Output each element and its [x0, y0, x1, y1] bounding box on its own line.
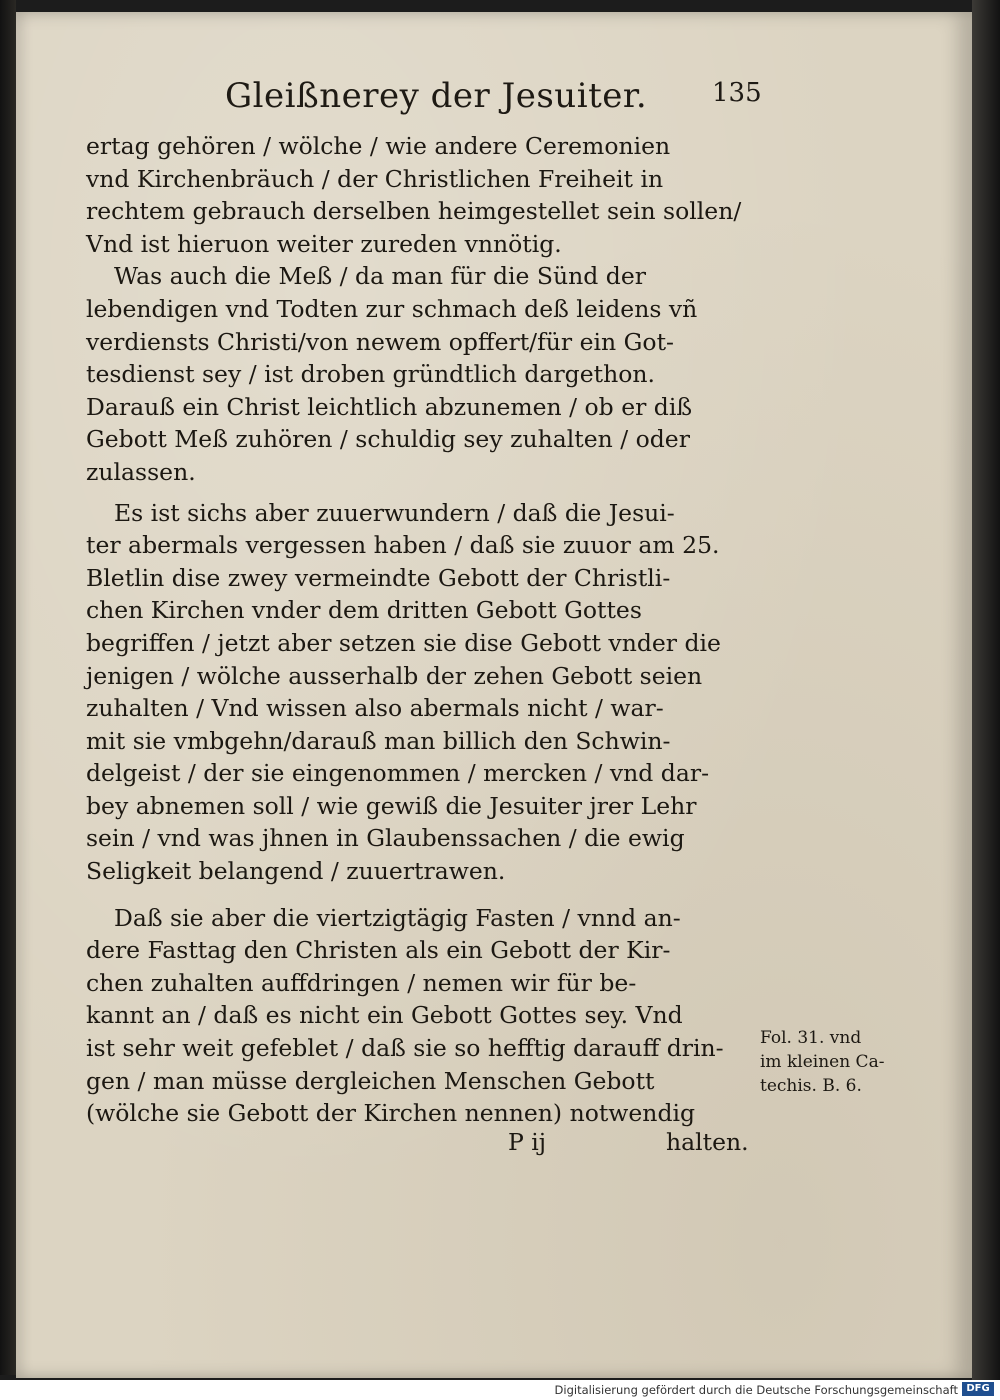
- text-line: gen / man müsse dergleichen Menschen Gebott: [86, 1066, 655, 1095]
- text-line: sein / vnd was jhnen in Glaubenssachen / die ewig: [86, 824, 685, 853]
- book-right-edge: [972, 0, 1000, 1380]
- text-line: lebendigen vnd Todten zur schmach deß leidens vñ: [86, 294, 698, 323]
- body-text: [86, 130, 756, 1130]
- signature-mark: P ij: [508, 1128, 547, 1156]
- text-line: begriffen / jetzt aber setzen sie dise Gebott vnder die: [86, 628, 721, 657]
- dfg-logo: DFG: [962, 1382, 994, 1396]
- text-line: Seligkeit belangend / zuuertrawen.: [86, 857, 506, 886]
- margin-note-line: Fol. 31. vnd: [760, 1028, 862, 1048]
- margin-note-line: techis. B. 6.: [760, 1076, 862, 1096]
- text-line: bey abnemen soll / wie gewiß die Jesuiter jrer Lehr: [86, 791, 697, 820]
- text-line: Es ist sichs aber zuuerwundern / daß die Jesui-: [114, 498, 675, 527]
- book-left-edge: [0, 0, 16, 1375]
- text-line: Vnd ist hieruon weiter zureden vnnötig.: [86, 229, 562, 258]
- text-line: ter abermals vergessen haben / daß sie zuuor am 25.: [86, 531, 720, 560]
- text-line: Gebott Meß zuhören / schuldig sey zuhalten / oder: [86, 425, 690, 454]
- text-line: chen zuhalten auffdringen / nemen wir für be-: [86, 968, 637, 997]
- text-line: (wölche sie Gebott der Kirchen nennen) notwendig: [86, 1099, 696, 1128]
- running-head-title: Gleißnerey der Jesuiter.: [225, 76, 648, 116]
- text-line: chen Kirchen vnder dem dritten Gebott Gottes: [86, 596, 642, 625]
- text-line: mit sie vmbgehn/darauß man billich den Schwin-: [86, 726, 671, 755]
- margin-note: [760, 1026, 930, 1098]
- paragraph-2: [86, 260, 756, 488]
- text-line: verdiensts Christi/von newem opffert/für ein Got-: [86, 327, 674, 356]
- text-line: zuhalten / Vnd wissen also abermals nicht / war-: [86, 694, 664, 723]
- text-line: delgeist / der sie eingenommen / mercken / vnd dar-: [86, 759, 710, 788]
- paragraph-3: [86, 497, 756, 888]
- paragraph-4: [86, 902, 756, 1130]
- text-line: tesdienst sey / ist droben gründtlich dargethon.: [86, 360, 655, 389]
- text-line: Daß sie aber die viertzigtägig Fasten / vnnd an-: [114, 903, 681, 932]
- text-line: Bletlin dise zwey vermeindte Gebott der Christli-: [86, 563, 671, 592]
- footer-credit: Digitalisierung gefördert durch die Deutsche Forschungsgemeinschaft: [554, 1383, 958, 1397]
- page-number: 135: [712, 78, 762, 108]
- text-line: jenigen / wölche ausserhalb der zehen Gebott seien: [86, 661, 703, 690]
- text-line: zulassen.: [86, 457, 196, 486]
- text-line: ist sehr weit gefeblet / daß sie so hefftig darauff drin-: [86, 1034, 724, 1063]
- paragraph-1: [86, 130, 756, 260]
- text-line: vnd Kirchenbräuch / der Christlichen Freiheit in: [86, 164, 664, 193]
- text-line: rechtem gebrauch derselben heimgestellet sein sollen/: [86, 197, 742, 226]
- text-line: dere Fasttag den Christen als ein Gebott der Kir-: [86, 936, 671, 965]
- catchword: halten.: [666, 1128, 749, 1156]
- text-line: ertag gehören / wölche / wie andere Ceremonien: [86, 132, 671, 160]
- text-line: kannt an / daß es nicht ein Gebott Gottes sey. Vnd: [86, 1001, 683, 1030]
- margin-note-line: im kleinen Ca-: [760, 1052, 885, 1072]
- text-line: Darauß ein Christ leichtlich abzunemen / ob er diß: [86, 392, 693, 421]
- text-line: Was auch die Meß / da man für die Sünd der: [114, 262, 646, 291]
